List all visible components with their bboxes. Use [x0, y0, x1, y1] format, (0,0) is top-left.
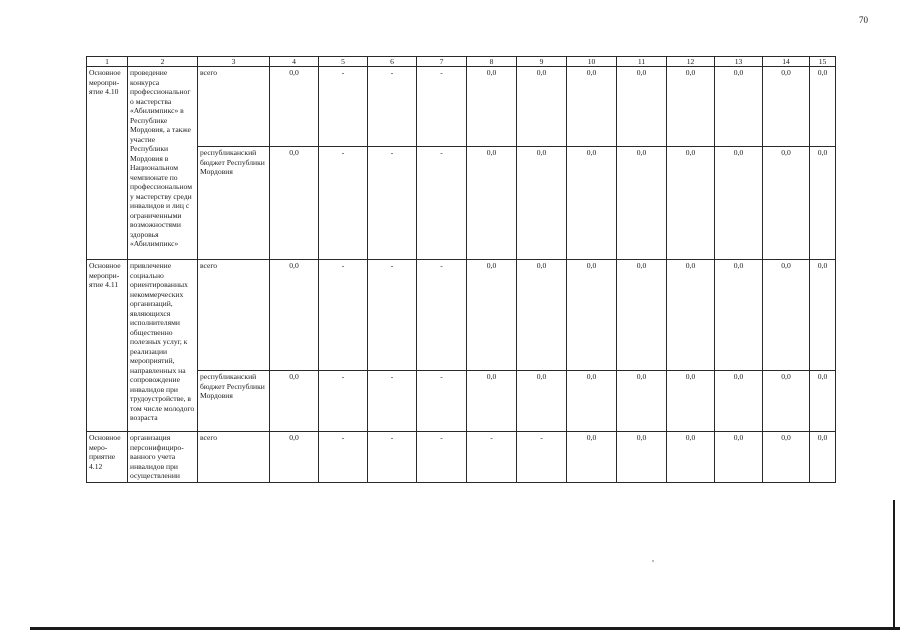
scan-edge-right: [893, 500, 895, 630]
value-cell: -: [319, 432, 368, 482]
value-cell: 0,0: [667, 260, 715, 371]
budget-table: [86, 56, 836, 483]
value-cell: 0,0: [667, 432, 715, 482]
value-cell: 0,0: [667, 67, 715, 147]
value-cell: 0,0: [667, 147, 715, 260]
value-cell: 0,0: [270, 67, 319, 147]
column-header: 13: [715, 57, 763, 67]
value-cell: -: [368, 371, 417, 432]
funding-source: всего: [198, 67, 270, 147]
header-row: [87, 57, 836, 67]
value-cell: 0,0: [617, 260, 667, 371]
value-cell: 0,0: [810, 147, 836, 260]
column-header: 2: [128, 57, 198, 67]
measure-name: Основное меропри-ятие 4.11: [87, 260, 128, 432]
funding-source: всего: [198, 432, 270, 482]
value-cell: 0,0: [763, 260, 810, 371]
measure-description: привлечение социально ориентированных некоммерческих организаций, являющихся исполнителями общественно полезных услуг, к реализации мероприятий, направленных на сопровождение инвалидов при трудоустройстве, в том числе молодого возраста: [128, 260, 198, 432]
value-cell: -: [417, 371, 467, 432]
value-cell: -: [517, 432, 567, 482]
column-header: 14: [763, 57, 810, 67]
value-cell: 0,0: [517, 67, 567, 147]
column-header: 5: [319, 57, 368, 67]
value-cell: 0,0: [810, 260, 836, 371]
value-cell: 0,0: [567, 260, 617, 371]
value-cell: -: [417, 432, 467, 482]
measure-name: Основное меро-приятие 4.12: [87, 432, 128, 482]
value-cell: 0,0: [617, 147, 667, 260]
value-cell: 0,0: [517, 371, 567, 432]
value-cell: 0,0: [567, 67, 617, 147]
value-cell: 0,0: [715, 432, 763, 482]
value-cell: 0,0: [567, 432, 617, 482]
funding-source: республиканский бюджет Республики Мордовия: [198, 371, 270, 432]
page-number: 70: [859, 15, 868, 25]
value-cell: -: [319, 371, 368, 432]
value-cell: 0,0: [763, 67, 810, 147]
value-cell: 0,0: [270, 260, 319, 371]
table-row: [87, 67, 836, 147]
table-row: [87, 147, 836, 260]
column-header: 10: [567, 57, 617, 67]
value-cell: 0,0: [763, 147, 810, 260]
value-cell: 0,0: [617, 67, 667, 147]
column-header: 15: [810, 57, 836, 67]
value-cell: 0,0: [763, 432, 810, 482]
value-cell: -: [319, 67, 368, 147]
column-header: 9: [517, 57, 567, 67]
value-cell: -: [417, 260, 467, 371]
value-cell: 0,0: [810, 432, 836, 482]
value-cell: 0,0: [517, 260, 567, 371]
column-header: 4: [270, 57, 319, 67]
column-header: 7: [417, 57, 467, 67]
value-cell: -: [368, 67, 417, 147]
value-cell: 0,0: [467, 147, 517, 260]
value-cell: -: [368, 147, 417, 260]
measure-name: Основное меропри-ятие 4.10: [87, 67, 128, 260]
value-cell: -: [368, 260, 417, 371]
funding-source: республиканский бюджет Республики Мордовия: [198, 147, 270, 260]
scan-speck: [652, 560, 654, 562]
value-cell: 0,0: [467, 371, 517, 432]
value-cell: -: [417, 67, 467, 147]
column-header: 6: [368, 57, 417, 67]
table-row: [87, 432, 836, 482]
value-cell: 0,0: [270, 147, 319, 260]
value-cell: 0,0: [270, 371, 319, 432]
value-cell: -: [319, 260, 368, 371]
value-cell: -: [368, 432, 417, 482]
value-cell: 0,0: [715, 147, 763, 260]
scan-edge-bottom: [30, 627, 900, 630]
value-cell: -: [319, 147, 368, 260]
value-cell: -: [417, 147, 467, 260]
value-cell: 0,0: [810, 67, 836, 147]
column-header: 11: [617, 57, 667, 67]
value-cell: 0,0: [617, 432, 667, 482]
value-cell: 0,0: [567, 371, 617, 432]
value-cell: 0,0: [467, 260, 517, 371]
column-header: 3: [198, 57, 270, 67]
value-cell: 0,0: [763, 371, 810, 432]
funding-source: всего: [198, 260, 270, 371]
value-cell: 0,0: [567, 147, 617, 260]
value-cell: 0,0: [667, 371, 715, 432]
value-cell: 0,0: [810, 371, 836, 432]
value-cell: 0,0: [467, 67, 517, 147]
value-cell: 0,0: [715, 67, 763, 147]
measure-description: организация персонифициро-ванного учета инвалидов при осуществлении: [128, 432, 198, 482]
column-header: 1: [87, 57, 128, 67]
table-row: [87, 260, 836, 371]
value-cell: 0,0: [715, 371, 763, 432]
measure-description: проведение конкурса профессиональног о мастерства «Абилимпикс» в Республике Мордовия, а также участие Республики Мордовия в Национальном чемпионате по профессиональном у мастерству среди инвалидов и лиц с ограниченными возможностями здоровья «Абилимпикс»: [128, 67, 198, 260]
table-row: [87, 371, 836, 432]
value-cell: 0,0: [517, 147, 567, 260]
column-header: 12: [667, 57, 715, 67]
value-cell: 0,0: [270, 432, 319, 482]
value-cell: 0,0: [715, 260, 763, 371]
value-cell: -: [467, 432, 517, 482]
value-cell: 0,0: [617, 371, 667, 432]
column-header: 8: [467, 57, 517, 67]
